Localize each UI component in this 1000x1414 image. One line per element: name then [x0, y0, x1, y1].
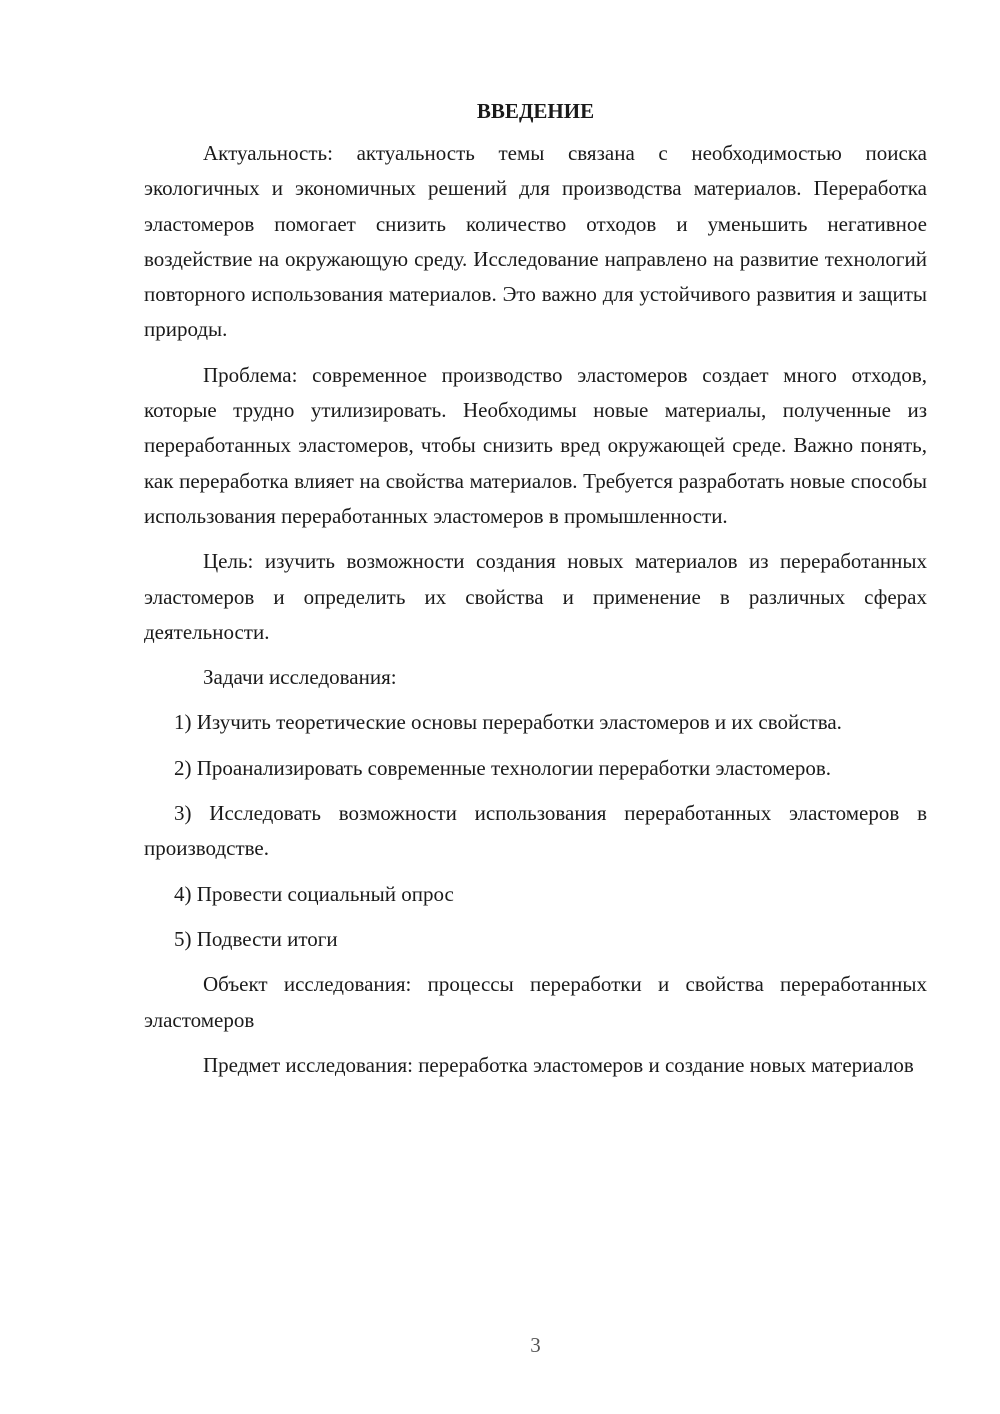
task-list — [144, 705, 927, 957]
task-item: 3) Исследовать возможности использования переработанных эластомеров в производстве. — [144, 801, 927, 861]
object-paragraph: Объект исследования: процессы переработки и свойства переработанных эластомеров — [144, 972, 927, 1032]
page-content — [144, 96, 927, 1093]
task-item: 4) Провести социальный опрос — [174, 881, 454, 906]
problem-paragraph: Проблема: современное производство эластомеров создает много отходов, которые трудно утилизировать. Необходимы новые материалы, полученные из переработанных эластомеров, чтобы снизить вред окружающей среде. Важно понять, как переработка влияет на свойства материалов. Требуется разработать новые способы использования переработанных эластомеров в промышленности. — [144, 362, 927, 528]
goal-paragraph: Цель: изучить возможности создания новых материалов из переработанных эластомеров и определить их свойства и применение в различных сферах деятельности. — [144, 549, 927, 644]
task-item: 5) Подвести итоги — [174, 926, 338, 951]
task-item: 1) Изучить теоретические основы переработки эластомеров и их свойства. — [174, 710, 842, 735]
page-title: ВВЕДЕНИЕ — [476, 99, 595, 123]
tasks-heading: Задачи исследования: — [203, 665, 397, 690]
relevance-paragraph: Актуальность: актуальность темы связана с необходимостью поиска экологичных и экономичных решений для производства материалов. Переработка эластомеров помогает снизить количество отходов и уменьшить негативное воздействие на окружающую среду. Исследование направлено на развитие технологий повторного использования материалов. Это важно для устойчивого развития и защиты природы. — [144, 141, 927, 342]
task-item: 2) Проанализировать современные технологии переработки эластомеров. — [174, 755, 831, 780]
page-number: 3 — [530, 1333, 541, 1357]
subject-paragraph: Предмет исследования: переработка эластомеров и создание новых материалов — [203, 1052, 914, 1077]
